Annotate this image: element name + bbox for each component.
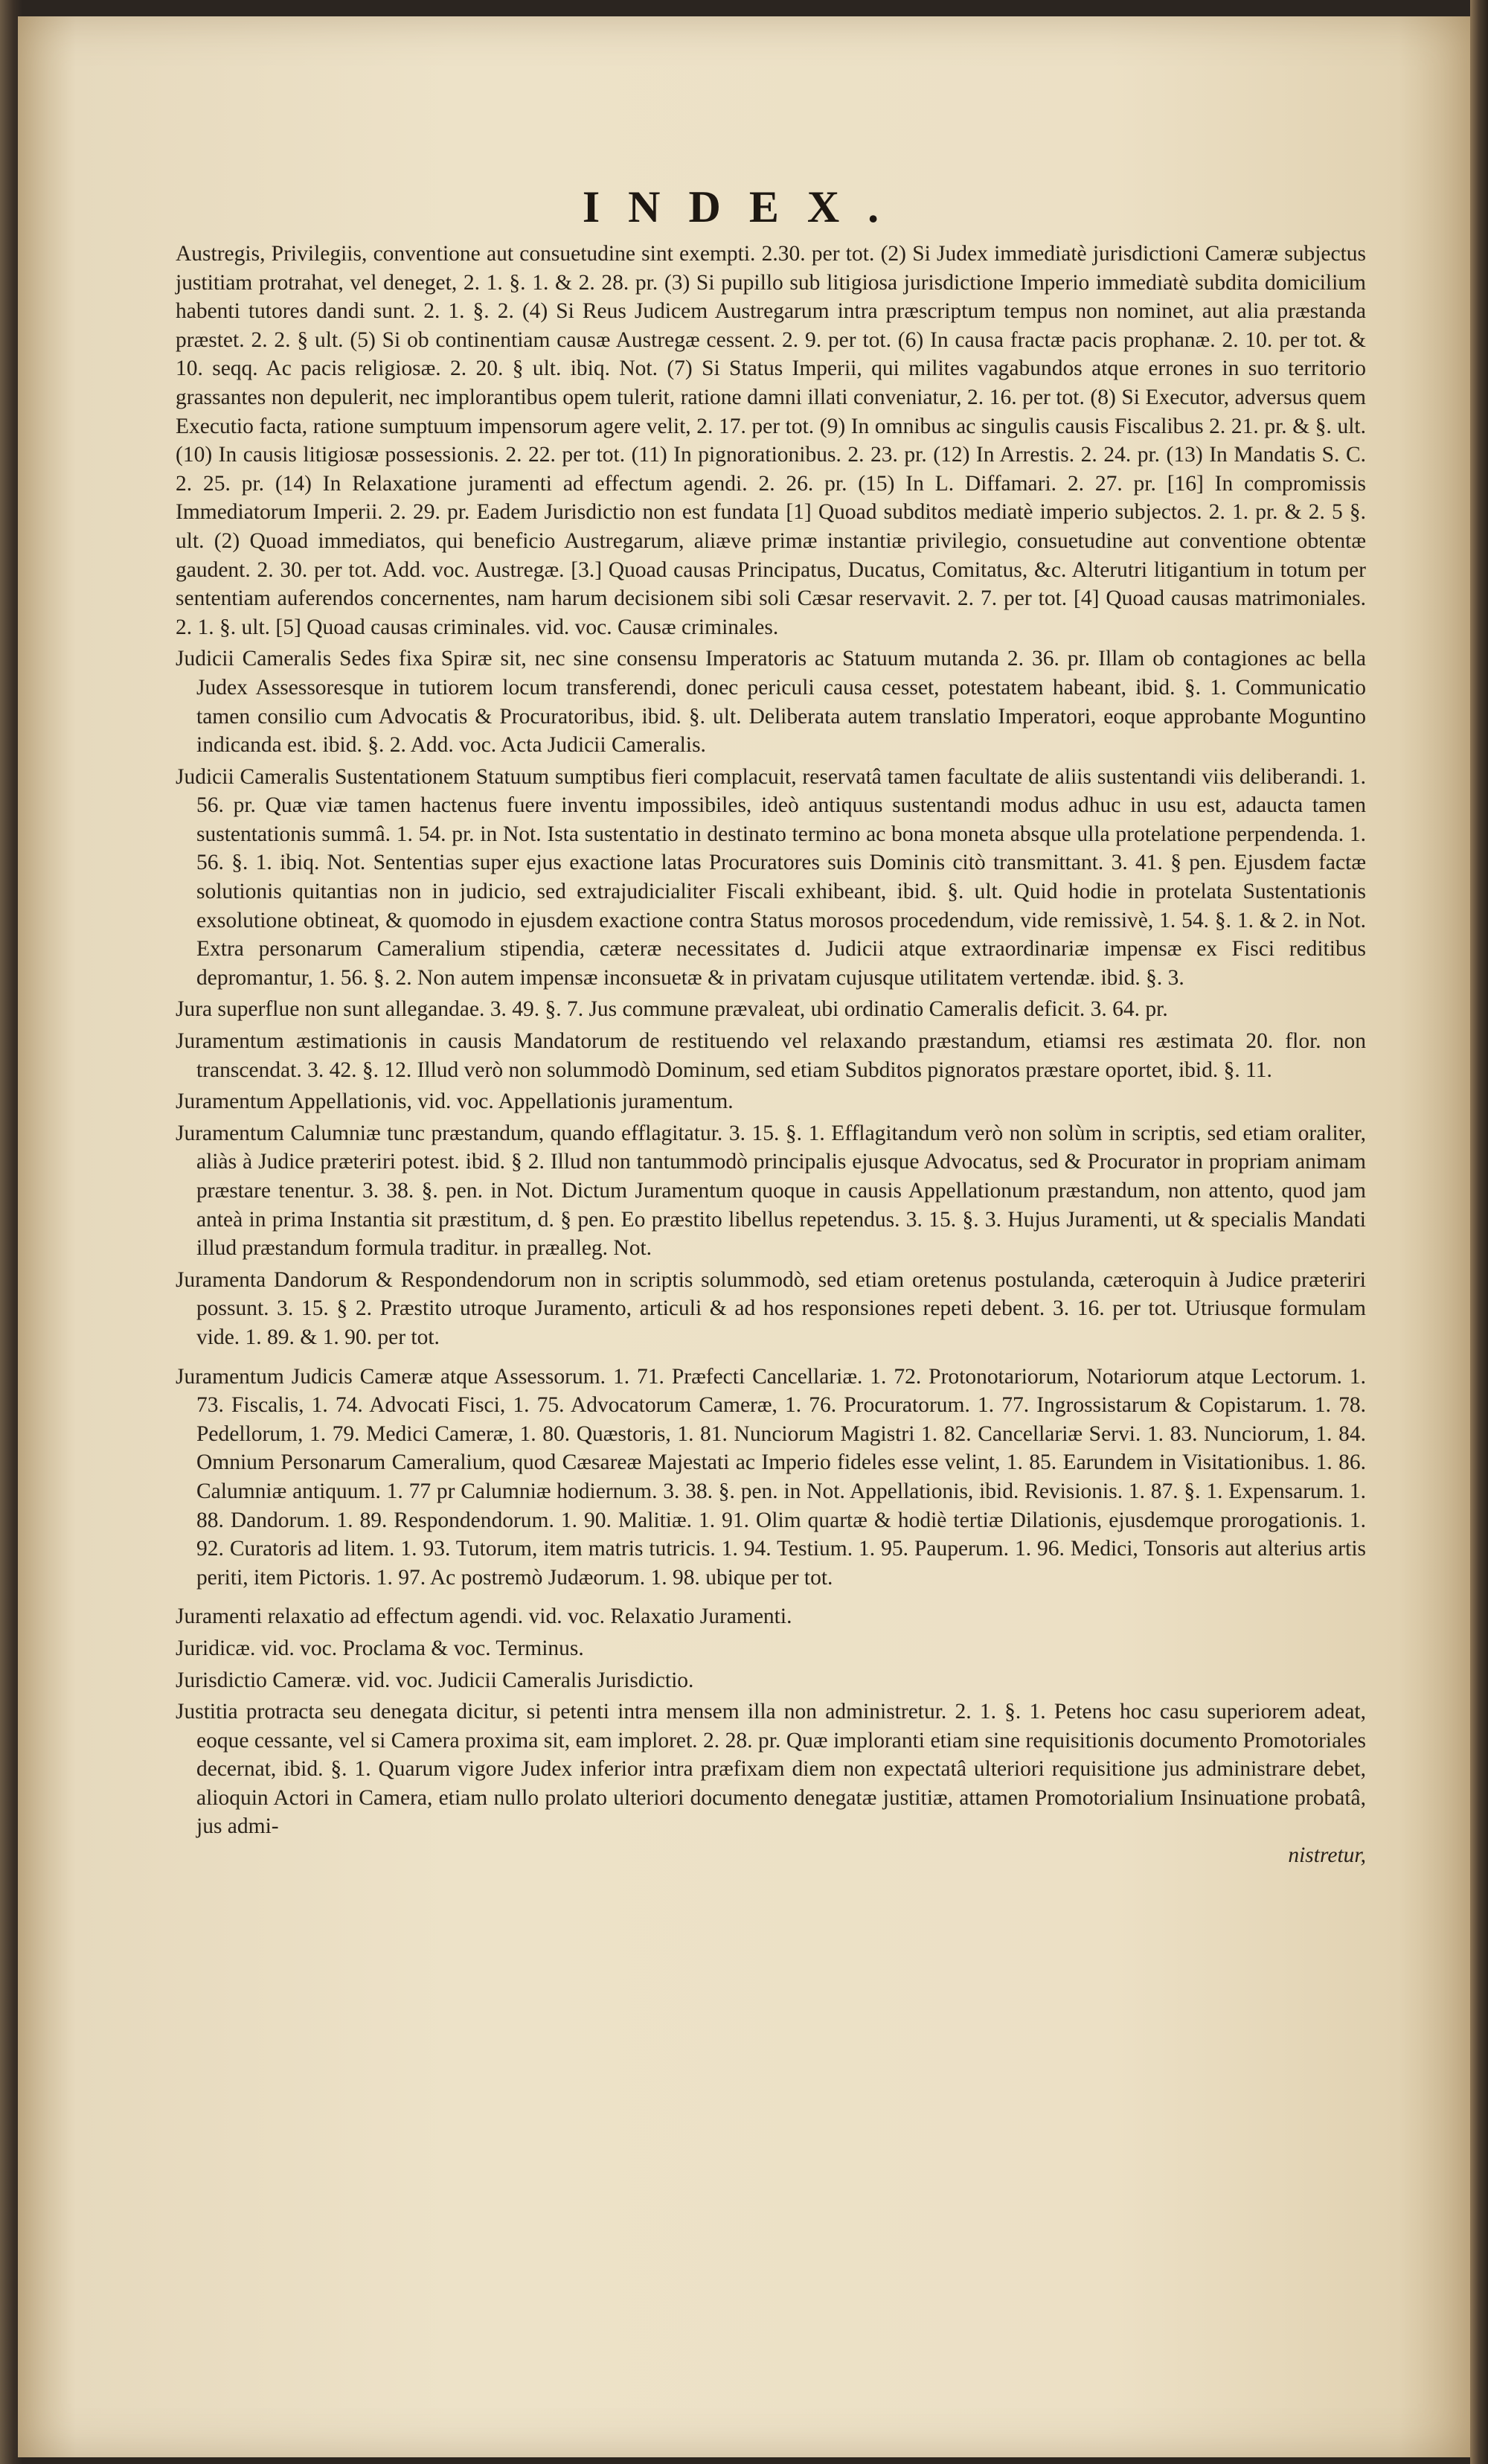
index-entry-judicii-cameralis-sustentationem: Judicii Cameralis Sustentationem Statuum sumptibus fieri complacuit, reservatâ tamen facultate de aliis sustentandi viis deliberandi. 1. 56. pr. Quæ viæ tamen hactenus fuere inventu impossibiles, ideò antiquus sustentandi modus adhuc in usu est, adaucta tamen sustentationis summâ. 1. 54. pr. in Not. Ista sustentatio in destinato termino ac bona moneta absque ulla protelatione perpendenda. 1. 56. §. 1. ibiq. Not. Sententias super ejus exactione latas Procuratores suis Dominis citò transmittant. 3. 41. § pen. Ejusdem factæ solutionis quitantias non in judicio, sed extrajudicialiter Fiscali exhibeant, ibid. §. ult. Quid hodie in protelata Sustentationis exsolutione obtineat, & quomodo in ejusdem exactione contra Status morosos procedendum, vide remissivè, 1. 54. §. 1. & 2. in Not. Extra personarum Cameralium stipendia, cæteræ necessitates d. Judicii atque extraordinariæ impensæ ex Fisci reditibus depromantur, 1. 56. §. 2. Non autem impensæ inconsuetæ & in privatam cujusque utilitatem vertendæ. ibid. §. 3. <box>176 764 1366 990</box>
index-entry-jurisdictio-camerae: Jurisdictio Cameræ. vid. voc. Judicii Cameralis Jurisdictio. <box>176 1668 694 1692</box>
index-entry-juramentum-judicis: Juramentum Judicis Cameræ atque Assessorum. 1. 71. Præfecti Cancellariæ. 1. 72. Protonotariorum, Notariorum atque Lectorum. 1. 73. Fiscalis, 1. 74. Advocati Fisci, 1. 75. Advocatorum Cameræ, 1. 76. Procuratorum. 1. 77. Ingrossistarum & Copistarum. 1. 78. Pedellorum, 1. 79. Medici Cameræ, 1. 80. Quæstoris, 1. 81. Nunciorum Magistri 1. 82. Cancellariæ Servi. 1. 83. Nunciorum, 1. 84. Omnium Personarum Cameralium, quod Cæsareæ Majestati ac Imperio fideles esse velint, 1. 85. Earundem in Visitationibus. 1. 86. Calumniæ antiquum. 1. 77 pr Calumniæ hodiernum. 3. 38. §. pen. in Not. Appellationis, ibid. Revisionis. 1. 87. §. 1. Expensarum. 1. 88. Dandorum. 1. 89. Respondendorum. 1. 90. Malitiæ. 1. 91. Olim quartæ & hodiè tertiæ Dilationis, ejusdemque prorogationis. 1. 92. Curatoris ad litem. 1. 93. Tutorum, item matris tutricis. 1. 94. Testium. 1. 95. Pauperum. 1. 96. Medici, Tonsoris aut alterius artis periti, item Pictoris. 1. 97. Ac postremò Judæorum. 1. 98. ubique per tot. <box>176 1364 1366 1590</box>
index-entry-austregis: Austregis, Privilegiis, conventione aut consuetudine sint exempti. 2.30. per tot. (2) Si Judex immediatè jurisdictioni Cameræ subjectus justitiam protrahat, vel deneget, 2. 1. §. 1. & 2. 28. pr. (3) Si pupillo sub litigiosa jurisdictione Imperio immediatè subdita domicilium habenti tutores dandi sunt. 2. 1. §. 2. (4) Si Reus Judicem Austregarum intra præscriptum tempus non nominet, aut alia præstanda præstet. 2. 2. § ult. (5) Si ob continentiam causæ Austregæ cessent. 2. 9. per tot. (6) In causa fractæ pacis prophanæ. 2. 10. per tot. & 10. seqq. Ac pacis religiosæ. 2. 20. § ult. ibiq. Not. (7) Si Status Imperii, qui milites vagabundos atque errones in suo territorio grassantes non depulerit, nec implorantibus opem tulerit, ratione damni illati conveniatur, 2. 16. per tot. (8) Si Executor, adversus quem Executio facta, ratione sumptuum impensorum agere velit, 2. 17. per tot. (9) In omnibus ac singulis causis Fiscalibus 2. 21. pr. & §. ult. (10) In causis litigiosæ possessionis. 2. 22. per tot. (11) In pignorationibus. 2. 23. pr. (12) In Arrestis. 2. 24. pr. (13) In Mandatis S. C. 2. 25. pr. (14) In Relaxatione juramenti ad effectum agendi. 2. 26. pr. (15) In L. Diffamari. 2. 27. pr. [16] In compromissis Immediatorum Imperii. 2. 29. pr. Eadem Jurisdictio non est fundata [1] Quoad subditos mediatè imperio subjectos. 2. 1. pr. & 2. 5 §. ult. (2) Quoad immediatos, qui beneficio Austregarum, aliæve primæ instantiæ privilegio, consuetudine aut conventione obtentæ gaudent. 2. 30. per tot. Add. voc. Austregæ. [3.] Quoad causas Principatus, Ducatus, Comitatus, &c. Alterutri litigantium in totum per sententiam auferendos concernentes, nam harum decisionem sibi soli Cæsar reservavit. 2. 7. per tot. [4] Quoad causas matrimoniales. 2. 1. §. ult. [5] Quoad causas criminales. vid. voc. Causæ criminales. <box>176 242 1366 639</box>
index-entry-justitia-protracta: Justitia protracta seu denegata dicitur, si petenti intra mensem illa non administretur. 2. 1. §. 1. Petens hoc casu superiorem adeat, eoque cessante, vel si Camera proxima sit, eam imploret. 2. 28. pr. Quæ imploranti etiam sine requisitionis documento Promotoriales decernat, ibid. §. 1. Quarum vigore Judex inferior intra præfixam diem non expectatâ ulteriori requisitione jus administrare debet, alioquin Actori in Camera, etiam nullo prolato ulteriori documento denegatæ justitiæ, attamen Promotorialium Insinuatione probatâ, jus admi- <box>176 1700 1366 1839</box>
index-entry-juramenta-dandorum: Juramenta Dandorum & Respondendorum non in scriptis solummodò, sed etiam oretenus postulanda, cæteroquin à Judice præteriri possunt. 3. 15. § 2. Præstito utroque Juramento, articuli & ad hos responsiones repeti debent. 3. 16. per tot. Utriusque formulam vide. 1. 89. & 1. 90. per tot. <box>176 1267 1366 1349</box>
index-entry-jura: Jura superflue non sunt allegandae. 3. 49. §. 7. Jus commune prævaleat, ubi ordinatio Cameralis deficit. 3. 64. pr. <box>176 997 1168 1022</box>
index-entry-juramenti-relaxatio: Juramenti relaxatio ad effectum agendi. vid. voc. Relaxatio Juramenti. <box>176 1604 792 1629</box>
index-text <box>176 240 1366 1870</box>
index-entry-juramentum-aestimationis: Juramentum æstimationis in causis Mandatorum de restituendo vel relaxando præstandum, etiamsi res æstimata 20. flor. non transcendat. 3. 42. §. 12. Illud verò non solummodò Dominum, sed etiam Subditos pignoratos præstare oportet, ibid. §. 11. <box>176 1029 1366 1082</box>
book-page <box>18 16 1472 2457</box>
index-entry-judicii-cameralis-sedes: Judicii Cameralis Sedes fixa Spiræ sit, nec sine consensu Imperatoris ac Statuum mutanda 2. 36. pr. Illam ob contagiones ac bella Judex Assessoresque in tutiorem locum transferendi, donec periculi causa cesset, potestatem habeant, ibid. §. 1. Communicatio tamen consilio cum Advocatis & Procuratoribus, ibid. §. ult. Deliberata autem translatio Imperatori, eoque approbante Moguntino indicanda est. ibid. §. 2. Add. voc. Acta Judicii Cameralis. <box>176 647 1366 758</box>
page-edge <box>1470 0 1488 2464</box>
index-entry-juramentum-appellationis: Juramentum Appellationis, vid. voc. Appellationis juramentum. <box>176 1089 734 1114</box>
index-entry-juramentum-calumniae: Juramentum Calumniæ tunc præstandum, quando efflagitatur. 3. 15. §. 1. Efflagitandum verò non solùm in scriptis, sed etiam oraliter, aliàs à Judice præteriri potest. ibid. § 2. Illud non tantummodò principalis ejusque Advocatus, sed & Procurator in propriam animam præstare tenentur. 3. 38. §. pen. in Not. Dictum Juramentum quoque in causis Appellationum præstandum, non attento, quod jam anteà in prima Instantia sit præstitum, d. § pen. Eo præstito libellus repetendus. 3. 15. §. 3. Hujus Juramenti, ut & specialis Mandati illud præstandum formula traditur. in præalleg. Not. <box>176 1121 1366 1261</box>
page-header: INDEX. <box>582 182 908 231</box>
index-entry-juridicae: Juridicæ. vid. voc. Proclama & voc. Terminus. <box>176 1636 584 1660</box>
continuation-line <box>176 1841 1366 1870</box>
catchword: nistretur, <box>1288 1843 1366 1868</box>
